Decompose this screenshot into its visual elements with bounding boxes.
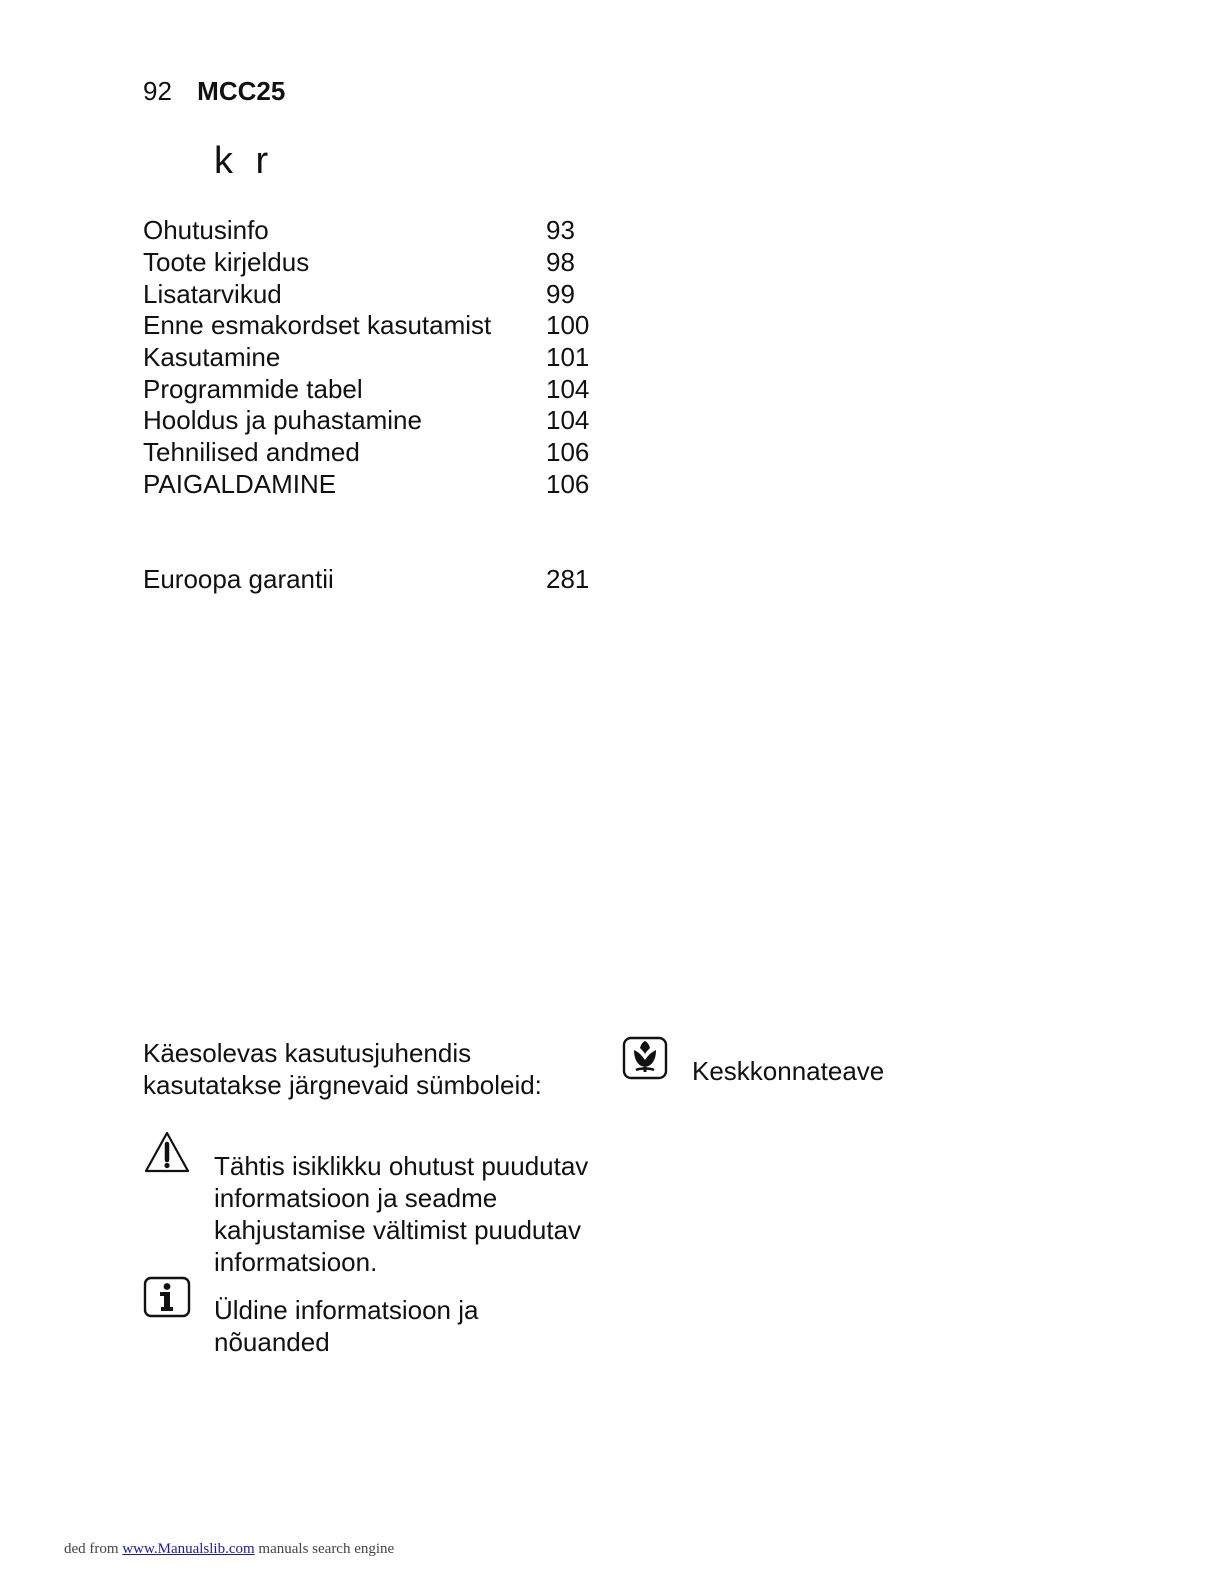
warning-triangle-icon — [143, 1130, 191, 1179]
toc-entry[interactable] — [143, 247, 613, 279]
toc-entry-page: 93 — [546, 215, 575, 246]
toc-entry-page: 101 — [546, 342, 590, 373]
toc-entry[interactable] — [143, 342, 613, 374]
warning-description: Tähtis isiklikku ohutust puudutav informatsioon ja seadme kahjustamise vältimist puudutav informatsioon. — [214, 1151, 589, 1277]
toc-entry-page: 98 — [546, 247, 575, 278]
toc-entry-page: 106 — [546, 437, 590, 468]
toc-entry-page: 106 — [546, 468, 590, 499]
toc-entry-page: 104 — [546, 373, 590, 404]
toc-entry[interactable] — [143, 563, 613, 595]
toc-entry[interactable] — [143, 278, 613, 310]
toc-entry-label: Programmide tabel — [143, 373, 363, 404]
toc-entry[interactable] — [143, 405, 613, 437]
toc-entry[interactable] — [143, 310, 613, 342]
page-number: 92 — [143, 76, 172, 106]
toc-entry-page: 281 — [546, 563, 590, 594]
toc-entry-page: 99 — [546, 278, 575, 309]
toc-heading: k r — [214, 140, 275, 182]
toc-entry-label: Euroopa garantii — [143, 563, 334, 594]
toc-entry[interactable] — [143, 469, 613, 501]
model-name: MCC25 — [197, 76, 286, 106]
table-of-contents — [143, 215, 613, 595]
info-description: Üldine informatsioon ja nõuanded — [214, 1295, 479, 1357]
environment-description: Keskkonnateave — [692, 1056, 885, 1086]
toc-entry-label: Hooldus ja puhastamine — [143, 405, 422, 436]
toc-entry-label: Toote kirjeldus — [143, 247, 310, 278]
toc-entry[interactable] — [143, 437, 613, 469]
info-icon — [143, 1276, 191, 1325]
toc-entry-page: 100 — [546, 310, 590, 341]
toc-entry[interactable] — [143, 373, 613, 405]
toc-entry-label: PAIGALDAMINE — [143, 468, 337, 499]
toc-entry-label: Ohutusinfo — [143, 215, 269, 246]
manualslib-link[interactable]: www.Manualslib.com — [122, 1541, 255, 1557]
footer-source — [64, 1541, 394, 1558]
toc-entry-label: Tehnilised andmed — [143, 437, 360, 468]
toc-entry-label: Enne esmakordset kasutamist — [143, 310, 492, 341]
symbols-intro: Käesolevas kasutusjuhendis kasutatakse järgnevaid sümboleid: — [143, 1038, 542, 1100]
toc-entry[interactable] — [143, 215, 613, 247]
environment-flower-icon — [622, 1036, 668, 1085]
toc-entry-label: Lisatarvikud — [143, 278, 282, 309]
footer-suffix: manuals search engine — [258, 1541, 395, 1557]
page-header — [143, 74, 285, 108]
toc-entry-label: Kasutamine — [143, 342, 281, 373]
toc-entry-page: 104 — [546, 405, 590, 436]
footer-prefix: ded from — [64, 1541, 119, 1557]
